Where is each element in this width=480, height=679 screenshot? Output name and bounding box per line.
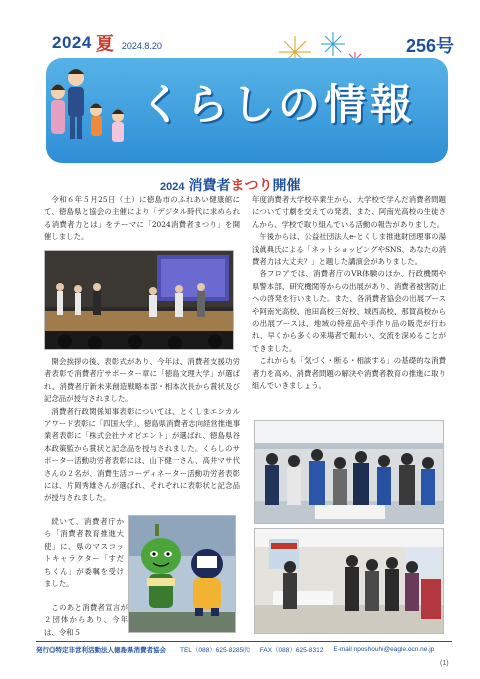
newsletter-title: くらしの情報 — [140, 80, 417, 129]
article-heading — [160, 175, 300, 195]
article-heading-title — [188, 175, 300, 195]
left-paragraph-4: このあと消費者宣言が２団体からあり、今年は、令和５ — [44, 603, 128, 637]
intro-paragraph: 令和６年５月25日（土）に徳島市のふれあい健康館にて、徳島県と協会の主催により「デジタル時代に求められる消費者力とは」をテーマに「2024消費者まつり」を開催しました。 — [44, 195, 240, 242]
footer — [36, 641, 452, 655]
page-number: (1) — [440, 660, 449, 667]
article-heading-title-end: 開催 — [272, 178, 301, 194]
header-season: 夏 — [95, 34, 114, 55]
article-heading-title-red: まつり — [230, 178, 273, 194]
left-column-intro — [44, 194, 240, 244]
right-paragraph-4: これからも「気づく・断る・相談する」の基礎的な消費者力を高め、消費者問題の解決や消費者教育の推進に取り組んでいきましょう。 — [252, 356, 446, 391]
left-column-end — [44, 602, 128, 639]
left-column-continued — [44, 516, 124, 590]
mascot-photo — [128, 515, 236, 633]
left-paragraph-1: 開会挨拶の後、表彰式があり、今年は、消費者支援功労者表彰で消費者庁サポーター章に「徳島文理大学」が選ばれ、消費者庁新未来創造戦略本部・相本次長から賞状及び記念品が授与されました。 — [44, 357, 240, 404]
left-paragraph-2: 消費者行政関係知事表彰については、とくしまエシカルアワード表彰に「四国大学」、徳島県消費者志向経営推進事業者表彰に「株式会社ナオビエント」が選ばれ、徳島県谷本政策監から賞状と記念品を授与されました。くらしのサポーター活動功労者表彰には、山下健一さん、高井マサ代さんの２名が、消費生活コーディネーター活動功労者表彰には、片岡秀雄さんが選ばれ、それぞれに表彰状と記念品が授与されました。 — [44, 406, 240, 503]
family-illustration — [46, 60, 136, 164]
footer-email[interactable]: E-mail nposhouhi@eagle.ocn.ne.jp — [333, 646, 435, 653]
header-year: 2024 — [52, 33, 92, 52]
stage-photo — [44, 250, 234, 350]
article-heading-year: 2024 — [160, 181, 185, 193]
crowd-photo — [254, 420, 444, 524]
article-heading-title-blue: 消費者 — [188, 178, 231, 194]
left-paragraph-3: 続いて、消費者庁から「消費者教育推進大使」に、県のマスコットキャラクター「すだちくん」が委嘱を受けました。 — [44, 517, 124, 589]
right-paragraph-3: 各フロアでは、消費者庁のVR体験のほか、行政機関や県警本部、研究機関等からの出展があり、消費者被害防止への啓発を行いました。また、各消費者協会の出展ブースや阿南光高校、池田高校三好校、城西高校、那賀高校からの出展ブースは、地域の特産品や手作り品の販売が行われ、早くから多くの来場者で賑わい、交流を深めることができました。 — [252, 269, 446, 353]
footer-publisher: 発行◎特定非営利活動法人徳島県消費者協会 — [36, 647, 166, 654]
right-paragraph-2: 午後からは、公益社団法人e-とくしま推進財団理事の湯浅眞典氏による「ネットショッピングやSNS、あなたの消費者力は大丈夫？」と題した講演会がありました。 — [252, 232, 446, 267]
header-date: 2024.8.20 — [121, 41, 162, 51]
right-paragraph-1: 年度消費者大学校卒業生から、大学校で学んだ消費者問題について寸劇を交えての発表、また、阿南光高校の生徒さんから、学校で取り組んでいる活動の報告がありました。 — [252, 195, 446, 229]
footer-tel: TEL（088）625-8285㈹ — [180, 647, 250, 654]
left-column-body — [44, 356, 240, 505]
footer-fax: FAX（088）625-8312 — [259, 647, 324, 654]
header-topline — [52, 30, 454, 56]
right-column-body — [252, 194, 446, 393]
issue-number: 256号 — [405, 36, 454, 56]
booth-photo — [254, 528, 444, 634]
